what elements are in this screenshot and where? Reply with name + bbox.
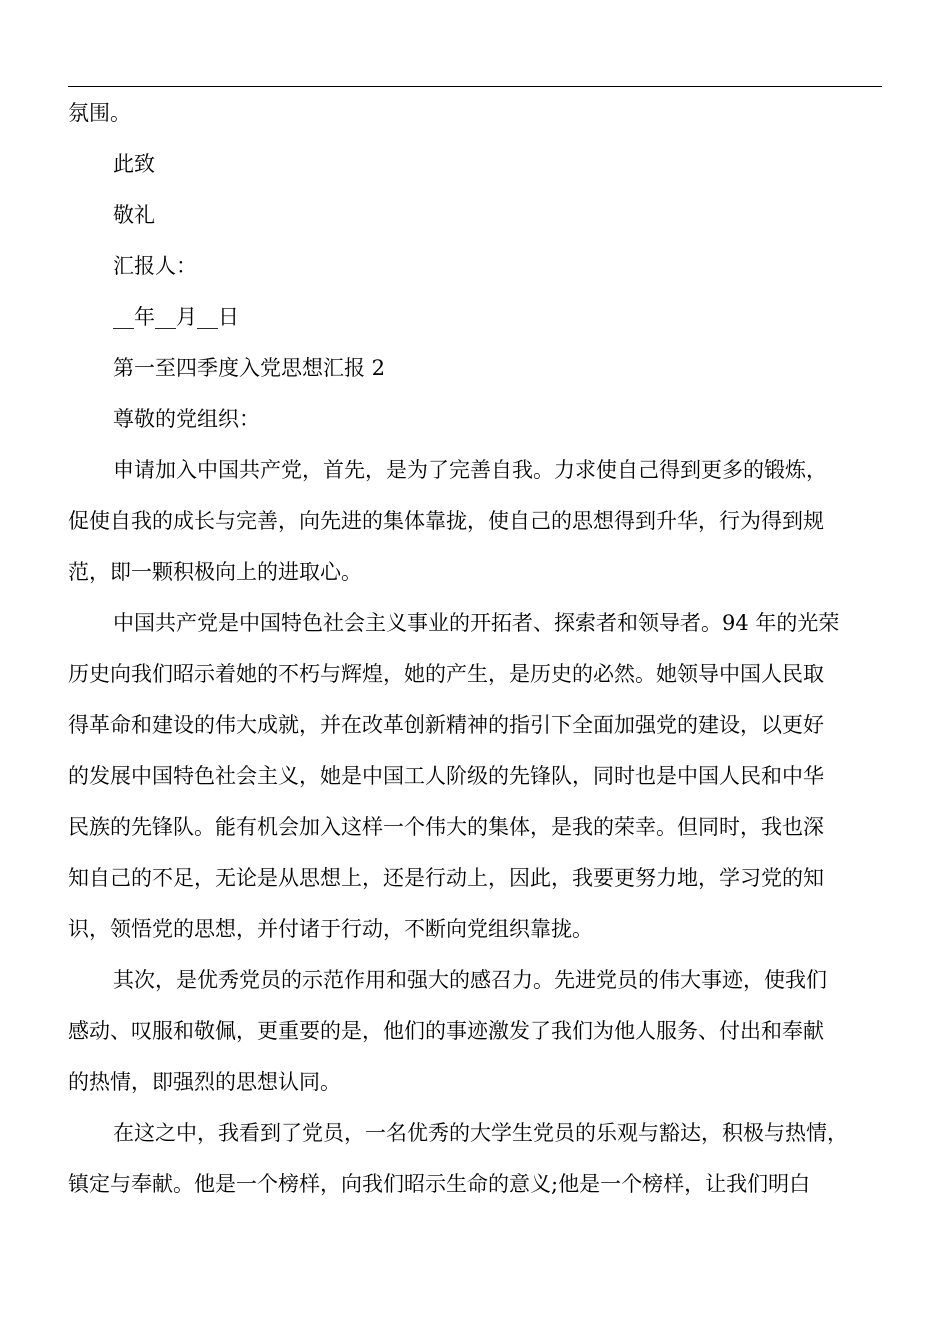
- paragraph-line: 中国共产党是中国特色社会主义事业的开拓者、探索者和领导者。94 年的光荣: [113, 611, 840, 635]
- header-rule: [68, 86, 882, 87]
- closing-ci-zhi: 此致: [113, 152, 155, 176]
- paragraph-line: 知自己的不足，无论是从思想上，还是行动上，因此，我要更努力地，学习党的知: [68, 866, 824, 890]
- continuation-text: 氛围。: [68, 101, 131, 125]
- paragraph-line: 得革命和建设的伟大成就，并在改革创新精神的指引下全面加强党的建设，以更好: [68, 713, 824, 737]
- paragraph-line: 促使自我的成长与完善，向先进的集体靠拢，使自己的思想得到升华，行为得到规: [68, 509, 824, 533]
- paragraph-line: 在这之中，我看到了党员，一名优秀的大学生党员的乐观与豁达，积极与热情，: [113, 1121, 848, 1145]
- paragraph-1: [68, 445, 886, 598]
- paragraph-line: 民族的先锋队。能有机会加入这样一个伟大的集体，是我的荣幸。但同时，我也深: [68, 815, 824, 839]
- paragraph-2: [68, 598, 886, 955]
- paragraph-line: 范，即一颗积极向上的进取心。: [68, 560, 362, 584]
- paragraph-4: [68, 1108, 886, 1210]
- document-heading: 第一至四季度入党思想汇报 2: [113, 356, 386, 380]
- paragraph-line: 的发展中国特色社会主义，她是中国工人阶级的先锋队，同时也是中国人民和中华: [68, 764, 824, 788]
- document-page: [68, 88, 886, 1210]
- salutation: 尊敬的党组织：: [113, 407, 260, 431]
- paragraph-line: 识，领悟党的思想，并付诸于行动，不断向党组织靠拢。: [68, 917, 593, 941]
- paragraph-line: 感动、叹服和敬佩，更重要的是，他们的事迹激发了我们为他人服务、付出和奉献: [68, 1019, 824, 1043]
- paragraph-3: [68, 955, 886, 1108]
- paragraph-line: 申请加入中国共产党，首先，是为了完善自我。力求使自己得到更多的锻炼，: [113, 458, 827, 482]
- paragraph-line: 镇定与奉献。他是一个榜样，向我们昭示生命的意义;他是一个榜样，让我们明白: [68, 1172, 811, 1196]
- date-line: __年__月__日: [113, 305, 239, 329]
- paragraph-line: 的热情，即强烈的思想认同。: [68, 1070, 341, 1094]
- paragraph-line: 其次，是优秀党员的示范作用和强大的感召力。先进党员的伟大事迹，使我们: [113, 968, 827, 992]
- reporter-label: 汇报人：: [113, 254, 197, 278]
- paragraph-line: 历史向我们昭示着她的不朽与辉煌，她的产生，是历史的必然。她领导中国人民取: [68, 662, 824, 686]
- closing-jing-li: 敬礼: [113, 203, 155, 227]
